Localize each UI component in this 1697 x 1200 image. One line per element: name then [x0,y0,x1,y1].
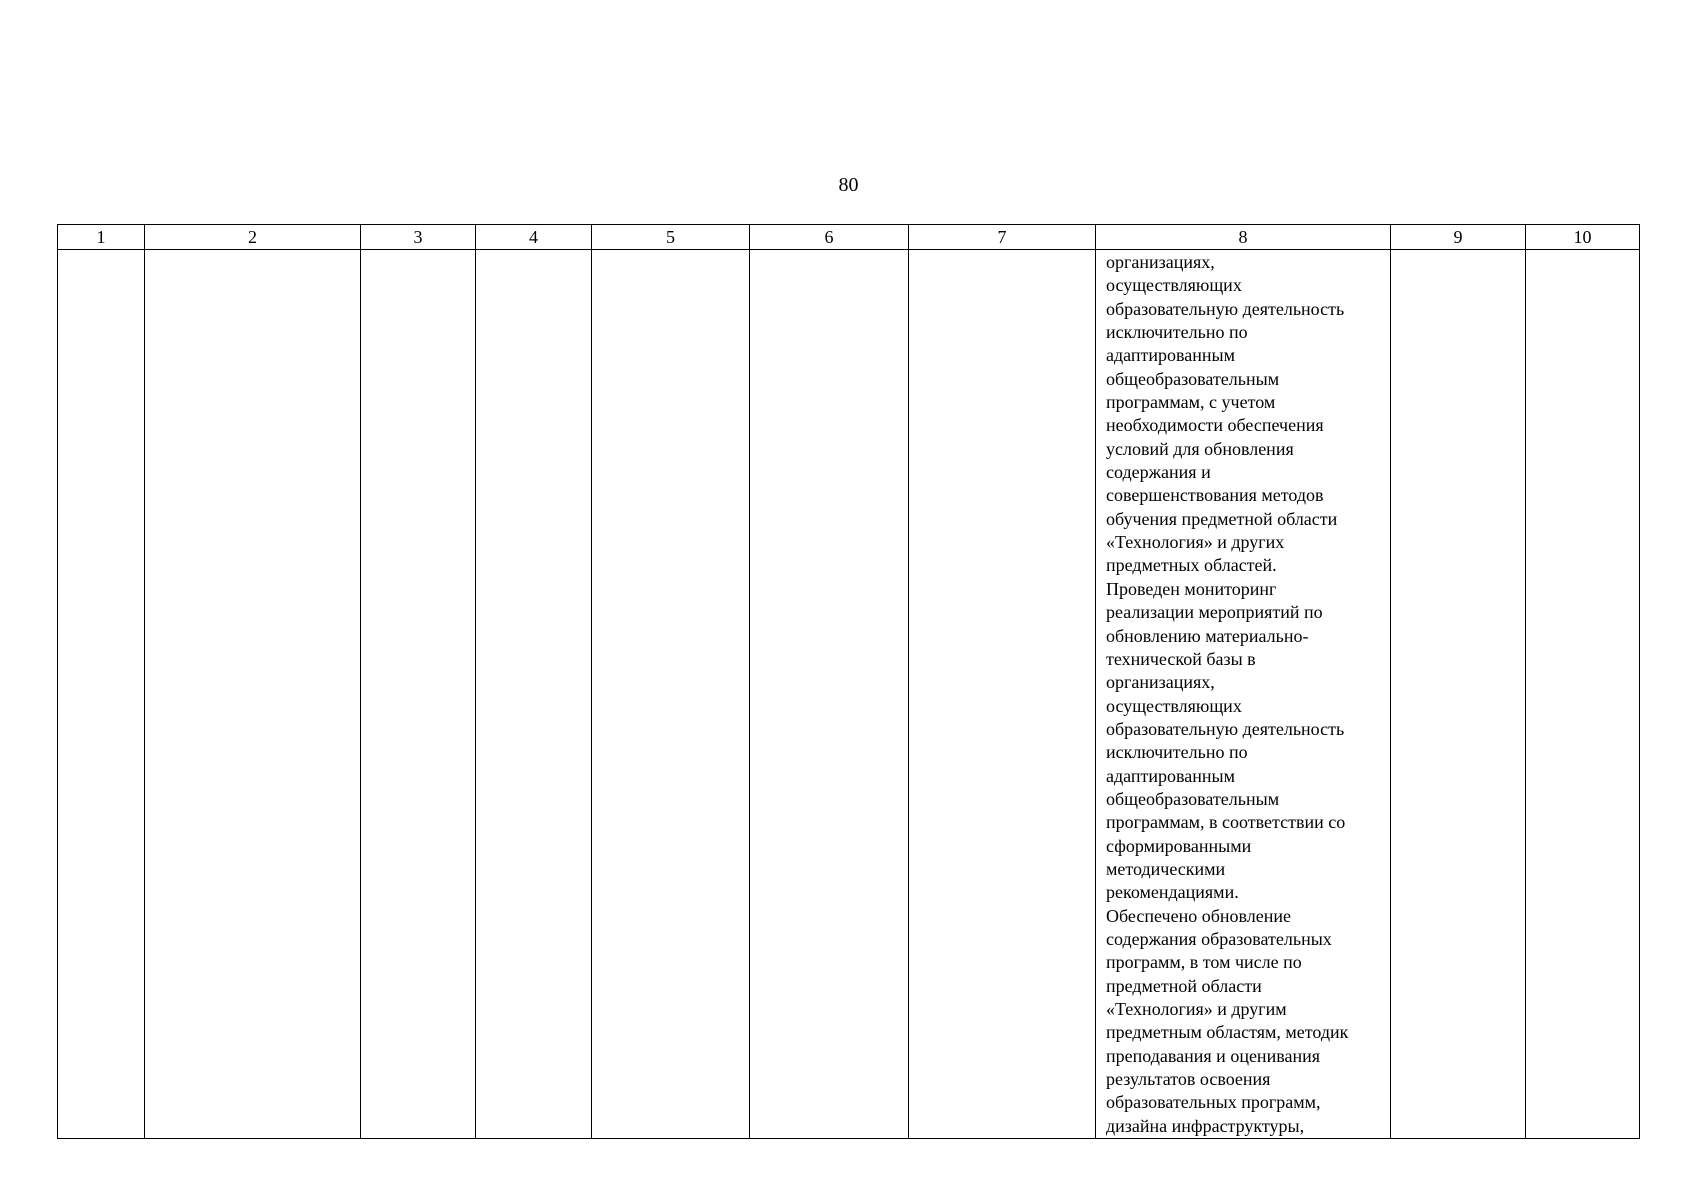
column-header-8: 8 [1096,225,1391,250]
cell-10-text [1526,250,1639,251]
cell-7-text [909,250,1095,251]
column-header-10: 10 [1526,225,1640,250]
column-header-6: 6 [750,225,909,250]
document-table [57,224,1640,1139]
table-cell-9 [1391,250,1526,1139]
table-cell-3 [361,250,476,1139]
column-header-4: 4 [476,225,592,250]
table-cell-8 [1096,250,1391,1139]
column-header-9: 9 [1391,225,1526,250]
table-cell-5 [592,250,750,1139]
table-cell-1 [58,250,145,1139]
page-number: 80 [838,174,859,196]
table-cell-7 [909,250,1096,1139]
column-header-2: 2 [145,225,361,250]
column-header-3: 3 [361,225,476,250]
cell-4-text [476,250,591,251]
cell-3-text [361,250,475,251]
table-header-row [58,225,1640,250]
cell-9-text [1391,250,1525,251]
cell-6-text [750,250,908,251]
column-header-5: 5 [592,225,750,250]
table-cell-4 [476,250,592,1139]
table-cell-10 [1526,250,1640,1139]
cell-5-text [592,250,749,251]
cell-8-text: организациях, осуществляющих образовательную деятельность исключительно по адаптированным общеобразовательным программам, с учетом необходимости обеспечения условий для обновления содержания и совершенствования методов обучения предметной области «Технология» и других предметных областей. Проведен мониторинг реализации мероприятий по обновлению материально- технической базы в организациях, осуществляющих образовательную деятельность исключительно по адаптированным общеобразовательным программам, в соответствии со сформированными методическими рекомендациями. Обеспечено обновление содержания образовательных программ, в том числе по предметной области «Технология» и другим предметным областям, методик преподавания и оценивания результатов освоения образовательных программ, дизайна инфраструктуры, [1106,252,1349,1136]
table-cell-2 [145,250,361,1139]
cell-2-text [145,250,360,251]
table-cell-6 [750,250,909,1139]
column-header-7: 7 [909,225,1096,250]
table-row [58,250,1640,1139]
cell-1-text [58,250,144,251]
column-header-1: 1 [58,225,145,250]
